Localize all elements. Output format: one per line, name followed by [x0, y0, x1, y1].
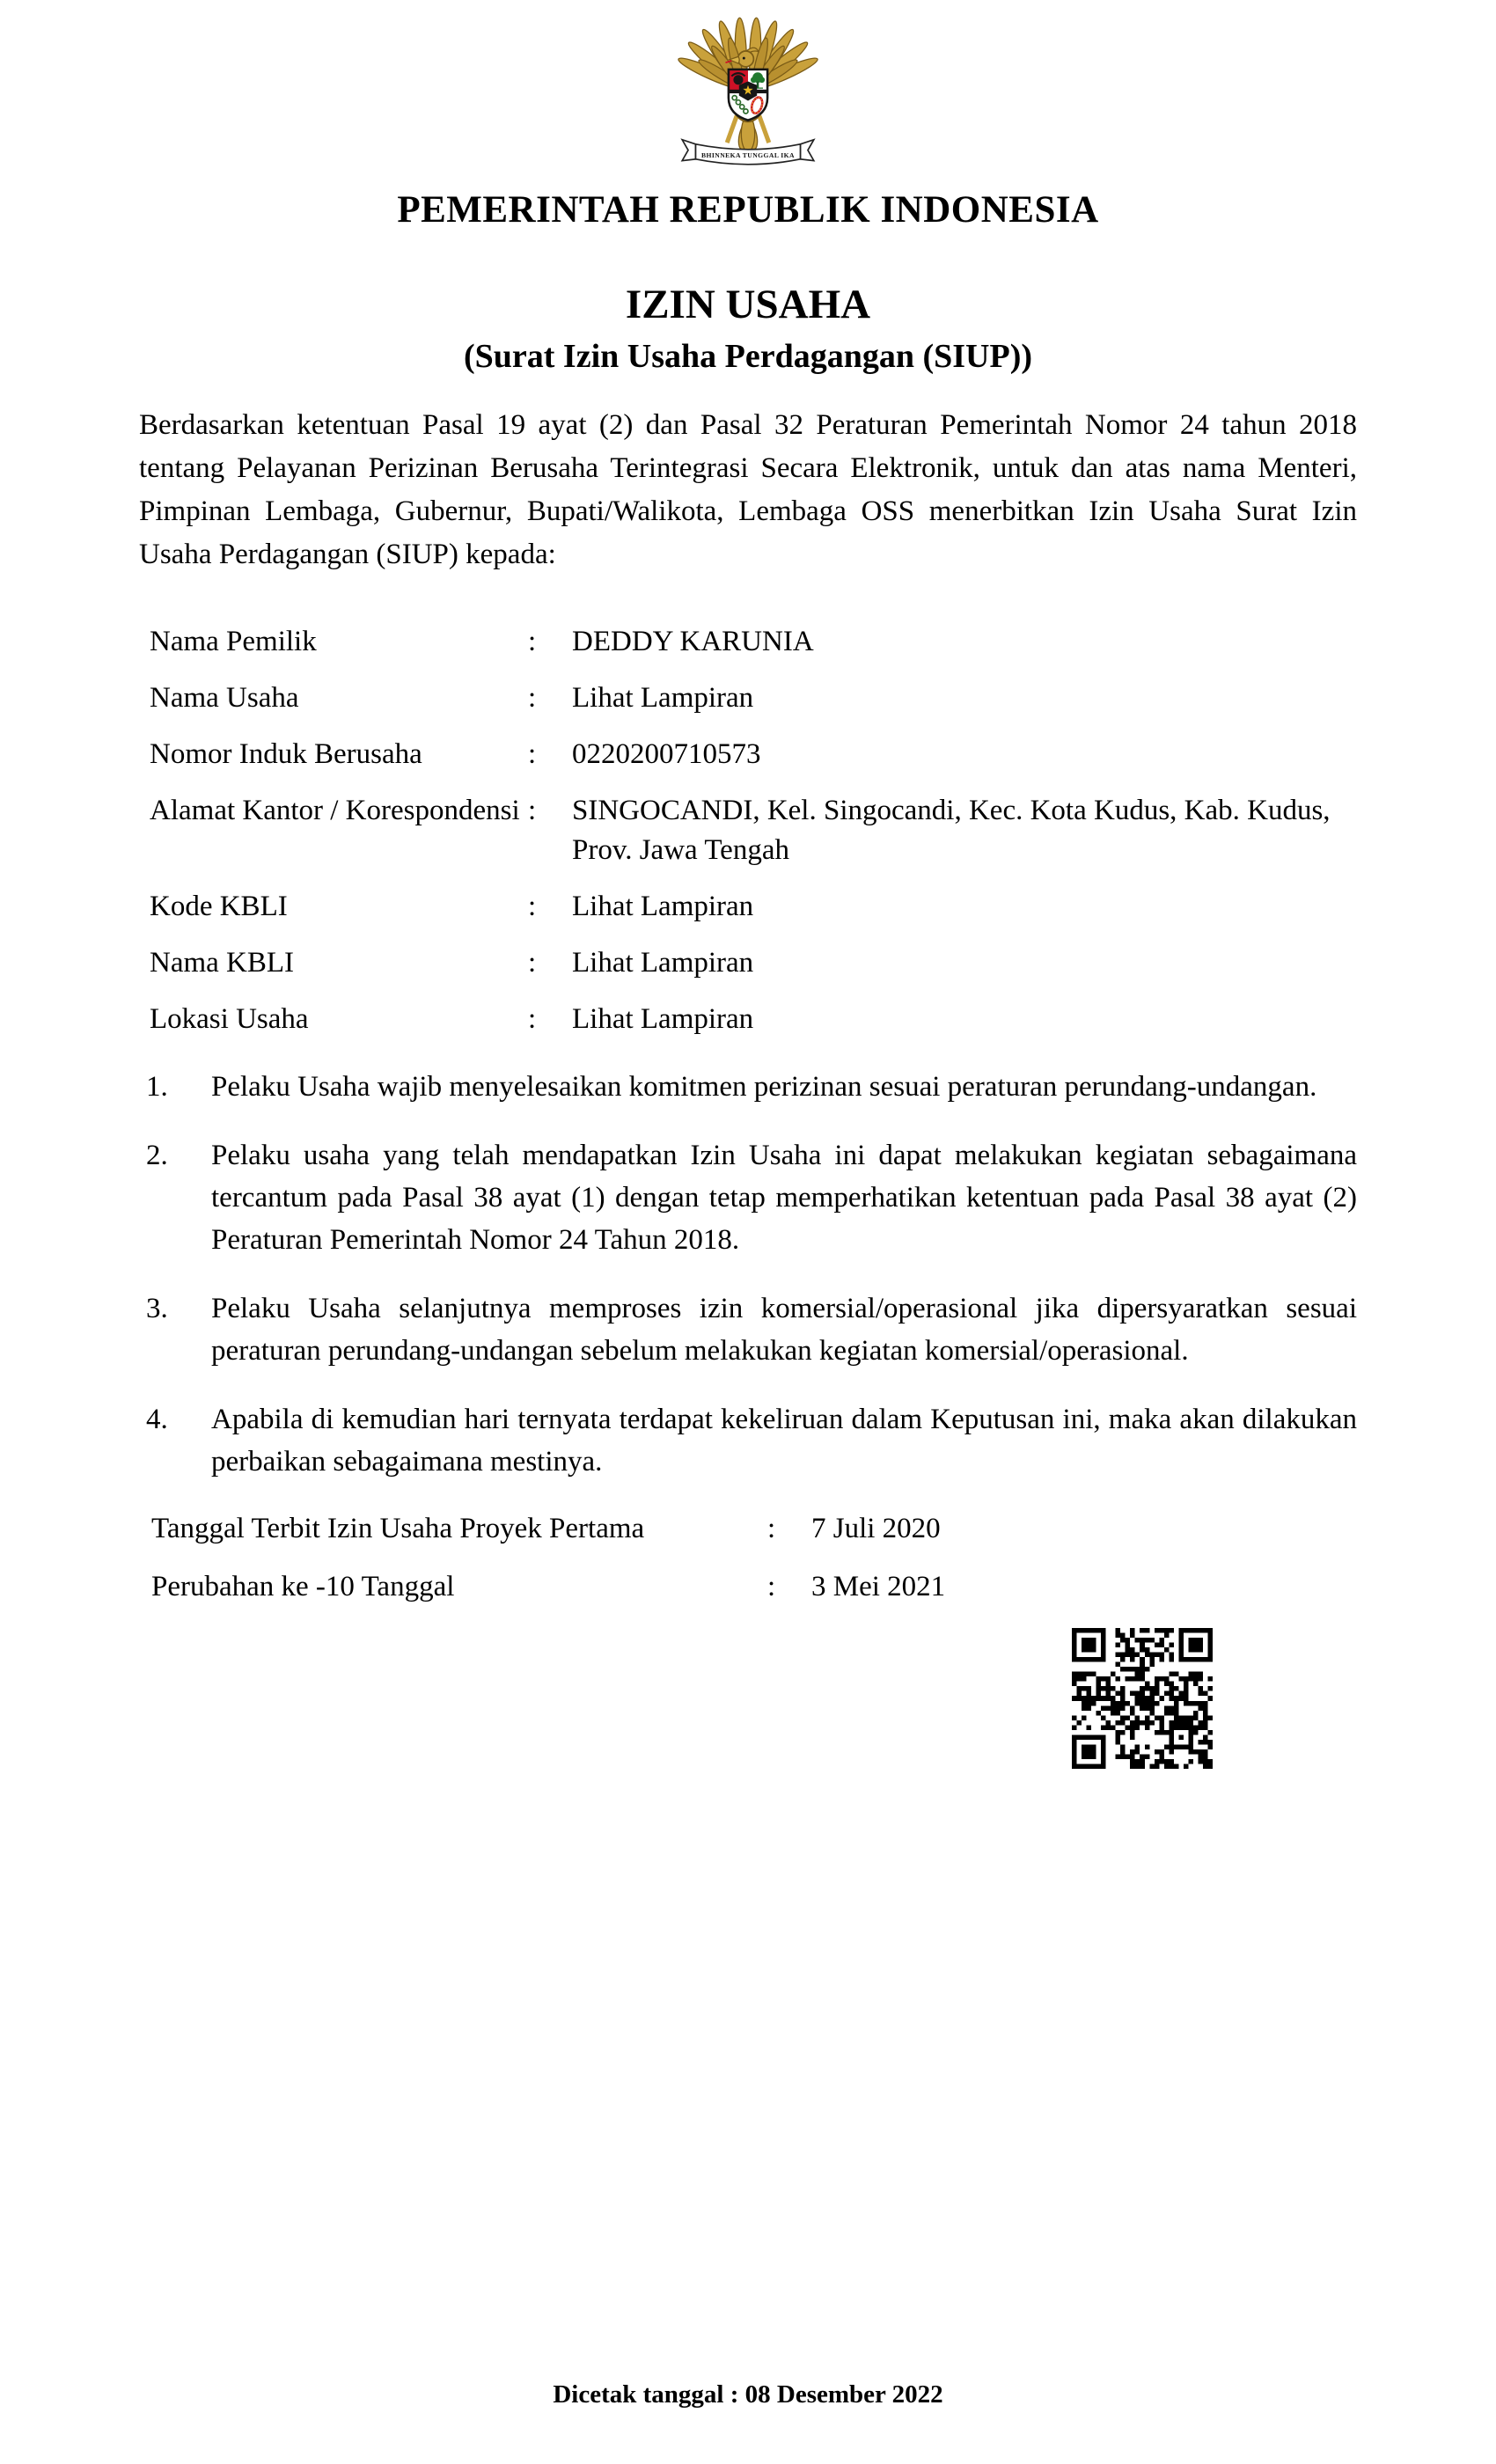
detail-row — [150, 678, 1357, 718]
garuda-pancasila-emblem-icon — [673, 12, 823, 170]
provision-number: 2. — [146, 1140, 168, 1171]
date-label: Tanggal Terbit Izin Usaha Proyek Pertama — [151, 1513, 645, 1544]
provision-number: 1. — [146, 1071, 168, 1103]
provision-text: Pelaku Usaha selanjutnya memproses izin komersial/operasional jika dipersyaratkan sesuai peraturan perundang-undangan sebelum melakukan kegiatan komersial/operasional. — [211, 1293, 1357, 1367]
date-label: Perubahan ke -10 Tanggal — [151, 1571, 455, 1602]
intro-paragraph: Berdasarkan ketentuan Pasal 19 ayat (2) dan Pasal 32 Peraturan Pemerintah Nomor 24 tahun 2018 tentang Pelayanan Perizinan Berusaha Terintegrasi Secara Elektronik, untuk dan atas nama Menteri, Pimpinan Lembaga, Gubernur, Bupati/Walikota, Lembaga OSS menerbitkan Izin Usaha Surat Izin Usaha Perdagangan (SIUP) kepada: — [139, 409, 1357, 570]
detail-label: Kode KBLI — [150, 891, 288, 922]
provision-item — [143, 1134, 1357, 1261]
detail-separator: : — [528, 891, 537, 922]
detail-row — [150, 622, 1357, 662]
detail-label: Lokasi Usaha — [150, 1003, 309, 1035]
detail-row — [150, 791, 1357, 870]
printed-date-footer: Dicetak tanggal : 08 Desember 2022 — [553, 2380, 943, 2409]
detail-separator: : — [528, 947, 537, 979]
date-value: 7 Juli 2020 — [811, 1513, 941, 1544]
detail-value: Lihat Lampiran — [572, 682, 754, 714]
provision-item — [143, 1066, 1357, 1108]
detail-separator: : — [528, 682, 537, 714]
detail-separator: : — [528, 1003, 537, 1035]
qr-code — [1072, 1628, 1213, 1769]
date-value: 3 Mei 2021 — [811, 1571, 946, 1602]
detail-row — [150, 1000, 1357, 1039]
detail-label: Nama KBLI — [150, 947, 295, 979]
detail-separator: : — [528, 626, 537, 657]
provision-number: 3. — [146, 1293, 168, 1324]
detail-row — [150, 887, 1357, 927]
issue-dates-table — [151, 1509, 1357, 1607]
detail-value: Lihat Lampiran — [572, 1003, 754, 1035]
provision-item — [143, 1287, 1357, 1372]
detail-value: 0220200710573 — [572, 738, 761, 770]
detail-value: SINGOCANDI, Kel. Singocandi, Kec. Kota Kudus, Kab. Kudus, Prov. Jawa Tengah — [572, 795, 1331, 866]
detail-label: Alamat Kantor / Korespondensi — [150, 795, 520, 826]
detail-value: Lihat Lampiran — [572, 891, 754, 922]
government-title: PEMERINTAH REPUBLIK INDONESIA — [397, 189, 1099, 231]
provisions-list — [143, 1066, 1357, 1483]
date-separator: : — [767, 1513, 776, 1544]
detail-label: Nama Pemilik — [150, 626, 317, 657]
detail-separator: : — [528, 738, 537, 770]
provision-item — [143, 1398, 1357, 1483]
date-separator: : — [767, 1571, 776, 1602]
provision-text: Pelaku Usaha wajib menyelesaikan komitmen perizinan sesuai peraturan perundang-undangan. — [211, 1071, 1317, 1103]
document-subtitle: (Surat Izin Usaha Perdagangan (SIUP)) — [463, 338, 1033, 375]
provision-text: Apabila di kemudian hari ternyata terdapat kekeliruan dalam Keputusan ini, maka akan dilakukan perbaikan sebagaimana mestinya. — [211, 1404, 1357, 1478]
provision-text: Pelaku usaha yang telah mendapatkan Izin Usaha ini dapat melakukan kegiatan sebagaimana tercantum pada Pasal 38 ayat (1) dengan tetap memperhatikan ketentuan pada Pasal 38 ayat (2) Peraturan Pemerintah Nomor 24 Tahun 2018. — [211, 1140, 1357, 1256]
qr-container — [0, 1628, 1496, 1773]
detail-label: Nama Usaha — [150, 682, 299, 714]
date-row — [151, 1567, 1357, 1607]
detail-value: Lihat Lampiran — [572, 947, 754, 979]
provision-number: 4. — [146, 1404, 168, 1435]
detail-label: Nomor Induk Berusaha — [150, 738, 422, 770]
emblem-container — [0, 0, 1496, 174]
document-title: IZIN USAHA — [625, 282, 871, 327]
date-row — [151, 1509, 1357, 1549]
detail-separator: : — [528, 795, 537, 826]
detail-value: DEDDY KARUNIA — [572, 626, 814, 657]
emblem-motto-text: BHINNEKA TUNGGAL IKA — [700, 151, 796, 160]
detail-row — [150, 735, 1357, 774]
details-table — [150, 622, 1357, 1039]
detail-row — [150, 943, 1357, 983]
